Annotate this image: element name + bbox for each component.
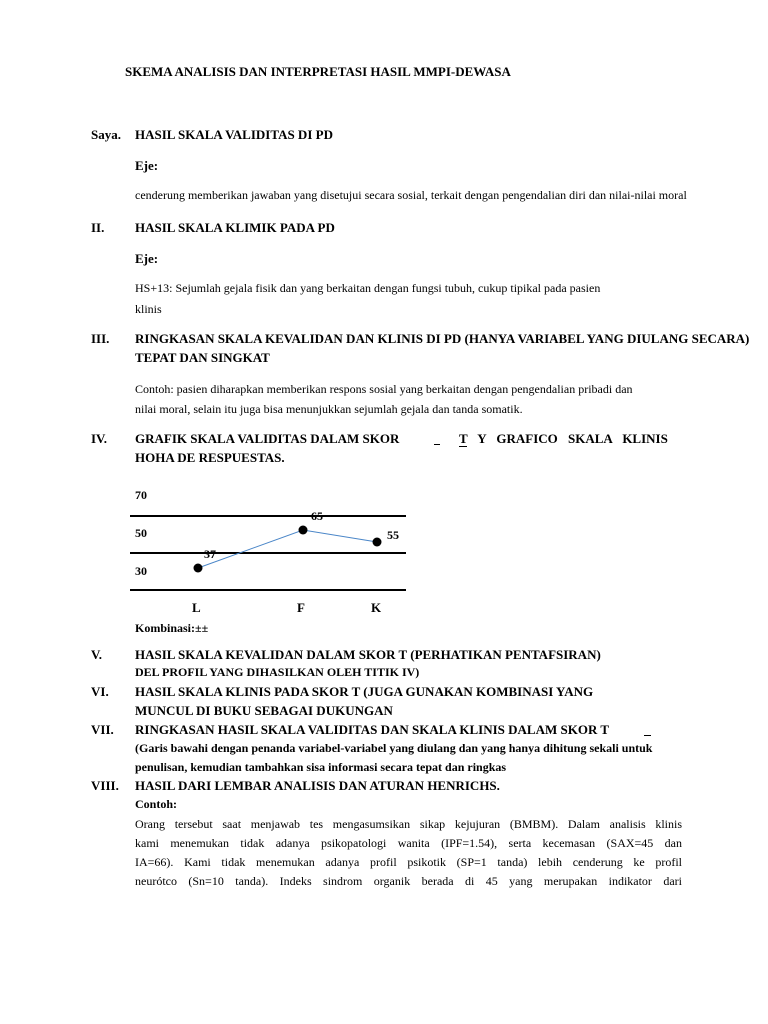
section-8-label: Contoh: bbox=[135, 797, 178, 811]
section-5-line-1: HASIL SKALA KEVALIDAN DALAM SKOR T (PERHATIKAN PENTAFSIRAN) bbox=[135, 647, 601, 662]
section-4-heading-line-2: HOHA DE RESPUESTAS. bbox=[135, 450, 285, 465]
data-point bbox=[373, 538, 382, 547]
section-6-line-1: HASIL SKALA KLINIS PADA SKOR T (JUGA GUNAKAN KOMBINASI YANG bbox=[135, 684, 594, 699]
section-6-line-2: MUNCUL DI BUKU SEBAGAI DUKUNGAN bbox=[135, 703, 393, 718]
document-title: SKEMA ANALISIS DAN INTERPRETASI HASIL MMPI-DEWASA bbox=[125, 64, 511, 79]
section-1-number: Saya. bbox=[91, 127, 121, 142]
section-7-number: VII. bbox=[91, 722, 114, 737]
combination-label: Kombinasi:±± bbox=[135, 621, 209, 635]
section-7-line-2: (Garis bawahi dengan penanda variabel-variabel yang diulang dan yang hanya dihitung sekali untuk bbox=[135, 741, 653, 755]
y-tick-label: 70 bbox=[135, 488, 147, 502]
x-tick-label: K bbox=[371, 600, 382, 615]
section-6-number: VI. bbox=[91, 684, 109, 699]
section-5-line-2: DEL PROFIL YANG DIHASILKAN OLEH TITIK IV) bbox=[135, 665, 420, 679]
section-8-number: VIII. bbox=[91, 778, 119, 793]
section-8-paragraph-line-1: Orang tersebut saat menjawab tes mengasumsikan sikap kejujuran (BMBM). Dalam analisis klinis bbox=[135, 817, 682, 831]
section-2-text-line-2: klinis bbox=[135, 302, 162, 316]
section-8-paragraph-line-3: IA=66). Kami tidak menemukan adanya profil psikotik (SP=1 tanda) lebih cenderung ke profil bbox=[135, 855, 682, 869]
data-point bbox=[299, 526, 308, 535]
section-3-heading-line-1: RINGKASAN SKALA KEVALIDAN DAN KLINIS DI PD (HANYA VARIABEL YANG DIULANG SECARA) bbox=[135, 331, 750, 346]
section-7-line-1: RINGKASAN HASIL SKALA VALIDITAS DAN SKALA KLINIS DALAM SKOR T bbox=[135, 722, 610, 737]
section-3-text-line-2: nilai moral, selain itu juga bisa menunjukkan sejumlah gejala dan tanda somatik. bbox=[135, 402, 523, 416]
section-8-paragraph-line-4: neurótco (Sn=10 tanda). Indeks sindrom organik berada di 45 yang merupakan indikator dari bbox=[135, 874, 682, 888]
section-3-heading-line-2: TEPAT DAN SINGKAT bbox=[135, 350, 270, 365]
section-2-text-line-1: HS+13: Sejumlah gejala fisik dan yang berkaitan dengan fungsi tubuh, cukup tipikal pada pasien bbox=[135, 281, 601, 295]
section-3-number: III. bbox=[91, 331, 110, 346]
data-label: 55 bbox=[387, 528, 399, 542]
data-point bbox=[194, 564, 203, 573]
data-label: 65 bbox=[311, 509, 323, 523]
y-tick-label: 30 bbox=[135, 564, 147, 578]
x-tick-label: L bbox=[192, 600, 201, 615]
y-tick-label: 50 bbox=[135, 526, 147, 540]
data-label: 37 bbox=[204, 547, 216, 561]
score-profile-chart bbox=[130, 480, 420, 620]
profile-line bbox=[198, 530, 377, 568]
blank-underline-2 bbox=[644, 735, 651, 736]
blank-underline bbox=[434, 431, 440, 445]
section-8-heading: HASIL DARI LEMBAR ANALISIS DAN ATURAN HENRICHS. bbox=[135, 778, 500, 793]
section-1-text: cenderung memberikan jawaban yang disetujui secara sosial, terkait dengan pengendalian diri dan nilai-nilai moral bbox=[135, 188, 687, 202]
section-1-label: Eje: bbox=[135, 158, 159, 173]
section-4-heading-part-2: T Y GRAFICO SKALA KLINIS bbox=[459, 431, 668, 446]
section-2-number: II. bbox=[91, 220, 105, 235]
section-2-heading: HASIL SKALA KLIMIK PADA PD bbox=[135, 220, 335, 235]
section-2-label: Eje: bbox=[135, 251, 159, 266]
section-4-heading-part-1: GRAFIK SKALA VALIDITAS DALAM SKOR bbox=[135, 431, 400, 446]
t-underline bbox=[459, 446, 467, 447]
section-3-text-line-1: Contoh: pasien diharapkan memberikan respons sosial yang berkaitan dengan pengendalian pribadi dan bbox=[135, 382, 633, 396]
section-4-number: IV. bbox=[91, 431, 108, 446]
section-1-heading: HASIL SKALA VALIDITAS DI PD bbox=[135, 127, 333, 142]
section-5-number: V. bbox=[91, 647, 102, 662]
section-8-paragraph-line-2: kami menemukan tidak adanya psikopatologi wanita (IPF=1.54), serta kecemasan (SAX=45 dan bbox=[135, 836, 682, 850]
section-7-line-3: penulisan, kemudian tambahkan sisa informasi secara tepat dan ringkas bbox=[135, 760, 507, 774]
x-tick-label: F bbox=[297, 600, 305, 615]
